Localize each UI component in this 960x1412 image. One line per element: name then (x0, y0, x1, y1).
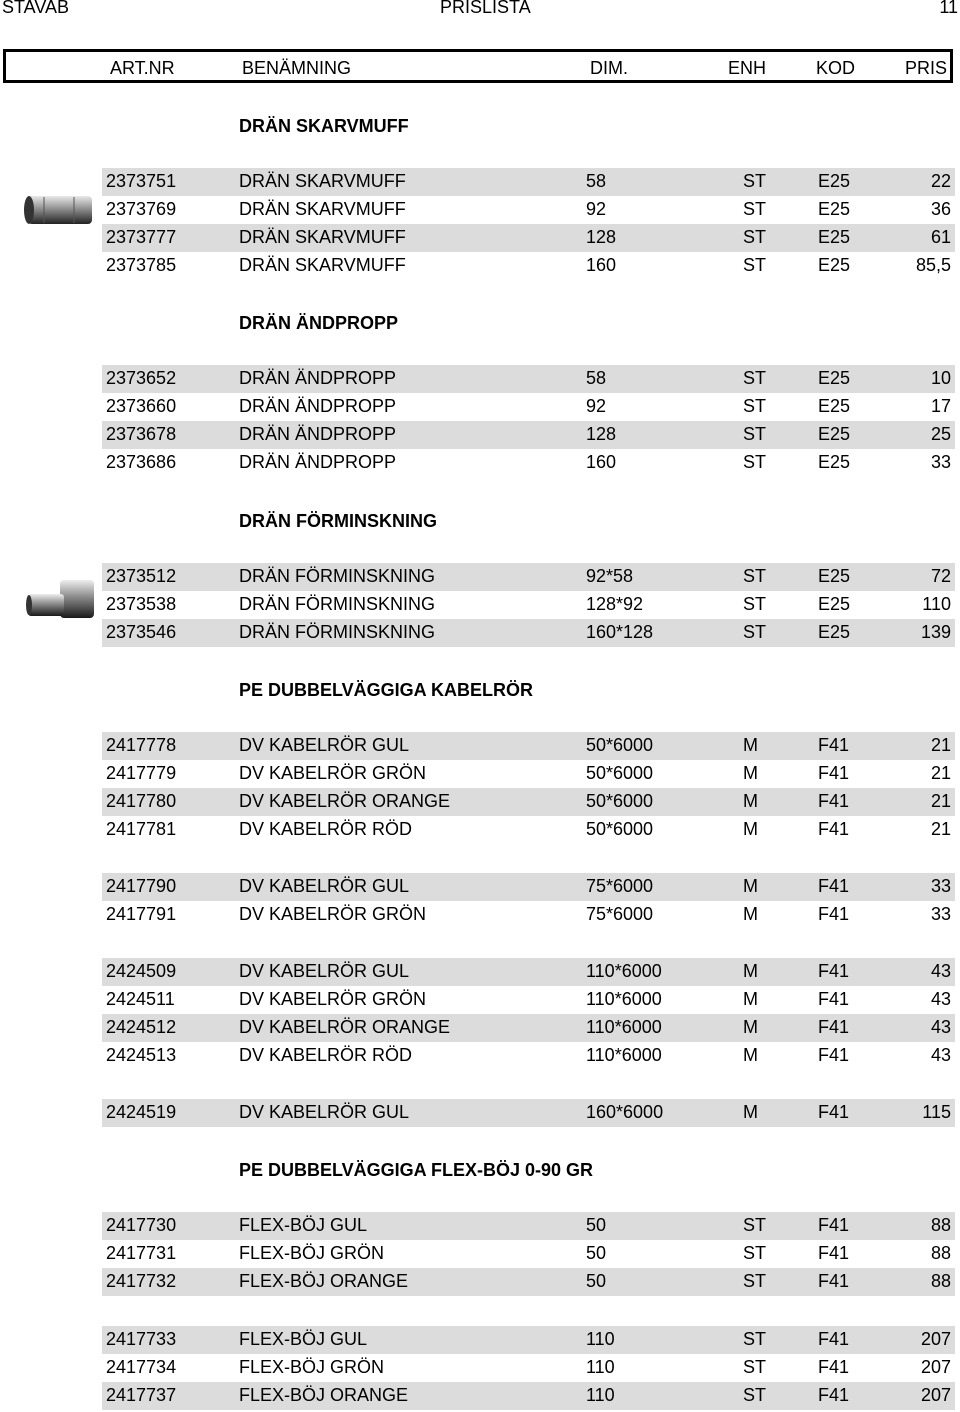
table-row (102, 563, 955, 591)
cell-enh: ST (743, 594, 767, 614)
cell-dim: 128 (586, 227, 617, 247)
cell-art: 2417790 (106, 876, 177, 896)
cell-kod: F41 (818, 819, 850, 839)
cell-name: DV KABELRÖR GRÖN (239, 763, 427, 783)
table-row (102, 1382, 955, 1410)
cell-pris: 33 (930, 876, 951, 896)
table-row (102, 1099, 955, 1127)
column-header-bar (3, 49, 953, 83)
cell-art: 2417737 (106, 1385, 177, 1405)
cell-art: 2373678 (106, 424, 177, 444)
cell-name: DRÄN ÄNDPROPP (239, 452, 397, 472)
table-row (102, 958, 955, 986)
cell-kod: F41 (818, 1243, 850, 1263)
cell-art: 2373652 (106, 368, 177, 388)
cell-dim: 110 (586, 1357, 615, 1377)
cell-enh: ST (743, 424, 767, 444)
cell-dim: 160 (586, 452, 617, 472)
cell-enh: M (743, 876, 758, 896)
cell-enh: ST (743, 566, 767, 586)
cell-art: 2417733 (106, 1329, 177, 1349)
cell-enh: ST (743, 368, 767, 388)
cell-name: DV KABELRÖR RÖD (239, 1045, 413, 1065)
cell-pris: 21 (930, 791, 951, 811)
cell-kod: F41 (818, 791, 850, 811)
table-row (102, 1268, 955, 1296)
cell-enh: ST (743, 171, 767, 191)
cell-kod: E25 (818, 396, 851, 416)
table-row (102, 1240, 955, 1268)
cell-pris: 22 (930, 171, 951, 191)
table-row (102, 1014, 955, 1042)
cell-art: 2373512 (106, 566, 177, 586)
section-title-skarvmuff: DRÄN SKARVMUFF (239, 116, 409, 136)
cell-name: DV KABELRÖR GUL (239, 1102, 410, 1122)
cell-kod: E25 (818, 171, 851, 191)
cell-pris: 61 (930, 227, 951, 247)
cell-enh: M (743, 989, 758, 1009)
table-row (102, 591, 955, 619)
cell-dim: 92 (586, 396, 607, 416)
cell-art: 2424513 (106, 1045, 177, 1065)
cell-kod: E25 (818, 622, 851, 642)
cell-name: FLEX-BÖJ GRÖN (239, 1243, 385, 1263)
cell-pris: 33 (930, 904, 951, 924)
cell-name: FLEX-BÖJ ORANGE (239, 1385, 409, 1405)
cell-enh: M (743, 735, 758, 755)
cell-kod: F41 (818, 735, 850, 755)
cell-art: 2424511 (106, 989, 175, 1009)
table-row (102, 196, 955, 224)
table-row (102, 224, 955, 252)
section-title-forminskning: DRÄN FÖRMINSKNING (239, 511, 437, 531)
cell-pris: 43 (930, 961, 951, 981)
cell-dim: 110 (586, 1385, 615, 1405)
cell-name: DRÄN FÖRMINSKNING (239, 622, 436, 642)
cell-art: 2417781 (106, 819, 177, 839)
cell-art: 2373751 (106, 171, 177, 191)
cell-art: 2417778 (106, 735, 177, 755)
cell-art: 2417734 (106, 1357, 177, 1377)
cell-dim: 128 (586, 424, 617, 444)
cell-enh: ST (743, 1329, 767, 1349)
cell-kod: F41 (818, 1271, 850, 1291)
cell-name: DV KABELRÖR GUL (239, 961, 410, 981)
cell-name: DV KABELRÖR RÖD (239, 819, 413, 839)
cell-name: DV KABELRÖR GRÖN (239, 989, 427, 1009)
cell-dim: 110*6000 (586, 1045, 662, 1065)
cell-name: DV KABELRÖR GUL (239, 735, 410, 755)
cell-name: DRÄN SKARVMUFF (239, 255, 406, 275)
cell-enh: M (743, 904, 758, 924)
cell-dim: 160*6000 (586, 1102, 664, 1122)
col-enh-header: ENH (728, 58, 767, 78)
cell-pris: 88 (930, 1271, 951, 1291)
cell-enh: ST (743, 1271, 767, 1291)
cell-dim: 110*6000 (586, 1017, 662, 1037)
cell-name: DRÄN ÄNDPROPP (239, 424, 397, 444)
page-number: 11 (939, 0, 958, 17)
cell-pris: 21 (930, 735, 951, 755)
cell-enh: M (743, 819, 758, 839)
table-row (102, 619, 955, 647)
cell-name: DRÄN FÖRMINSKNING (239, 566, 436, 586)
cell-name: FLEX-BÖJ GUL (239, 1329, 368, 1349)
cell-kod: F41 (818, 961, 850, 981)
cell-dim: 50*6000 (586, 763, 654, 783)
cell-name: DRÄN ÄNDPROPP (239, 368, 397, 388)
section-title-flexboj: PE DUBBELVÄGGIGA FLEX-BÖJ 0-90 GR (239, 1160, 594, 1180)
cell-pris: 33 (930, 452, 951, 472)
cell-name: DRÄN SKARVMUFF (239, 171, 406, 191)
page-header (0, 0, 960, 22)
table-row (102, 873, 955, 901)
table-row (102, 901, 955, 929)
cell-art: 2424512 (106, 1017, 177, 1037)
cell-kod: F41 (818, 876, 850, 896)
table-row (102, 732, 955, 760)
cell-kod: F41 (818, 1215, 850, 1235)
cell-enh: ST (743, 255, 767, 275)
cell-pris: 10 (930, 368, 951, 388)
cell-name: FLEX-BÖJ GUL (239, 1215, 368, 1235)
cell-kod: F41 (818, 1045, 850, 1065)
cell-name: DRÄN SKARVMUFF (239, 227, 406, 247)
cell-kod: F41 (818, 763, 850, 783)
cell-dim: 50*6000 (586, 735, 654, 755)
cell-kod: E25 (818, 452, 851, 472)
cell-art: 2373546 (106, 622, 177, 642)
cell-enh: ST (743, 199, 767, 219)
table-row (102, 1042, 955, 1070)
col-name-header: BENÄMNING (242, 58, 352, 78)
table-row (102, 449, 955, 477)
cell-pris: 43 (930, 1017, 951, 1037)
table-row (102, 252, 955, 280)
cell-art: 2417780 (106, 791, 177, 811)
cell-kod: E25 (818, 566, 851, 586)
cell-pris: 43 (930, 989, 951, 1009)
cell-dim: 92*58 (586, 566, 634, 586)
cell-kod: E25 (818, 594, 851, 614)
cell-kod: F41 (818, 1357, 850, 1377)
cell-dim: 50 (586, 1243, 607, 1263)
cell-dim: 128*92 (586, 594, 644, 614)
cell-kod: F41 (818, 1017, 850, 1037)
cell-art: 2373660 (106, 396, 177, 416)
cell-enh: ST (743, 452, 767, 472)
cell-pris: 21 (930, 819, 951, 839)
col-pris-header: PRIS (904, 58, 947, 78)
company-name: STAVAB (2, 0, 70, 17)
cell-name: DV KABELRÖR ORANGE (239, 1017, 451, 1037)
cell-dim: 58 (586, 368, 607, 388)
cell-kod: E25 (818, 424, 851, 444)
cell-dim: 50*6000 (586, 819, 654, 839)
cell-name: DRÄN FÖRMINSKNING (239, 594, 436, 614)
cell-enh: M (743, 961, 758, 981)
cell-pris: 72 (930, 566, 951, 586)
cell-enh: ST (743, 1243, 767, 1263)
cell-pris: 139 (920, 622, 951, 642)
section-title-kabelror: PE DUBBELVÄGGIGA KABELRÖR (239, 680, 534, 700)
cell-name: FLEX-BÖJ GRÖN (239, 1357, 385, 1377)
cell-kod: E25 (818, 255, 851, 275)
cell-art: 2417731 (106, 1243, 177, 1263)
cell-art: 2373769 (106, 199, 177, 219)
cell-dim: 110*6000 (586, 961, 662, 981)
cell-art: 2417779 (106, 763, 177, 783)
table-row (102, 393, 955, 421)
cell-art: 2424519 (106, 1102, 177, 1122)
cell-name: DRÄN SKARVMUFF (239, 199, 406, 219)
cell-pris: 110 (922, 594, 951, 614)
cell-enh: ST (743, 227, 767, 247)
cell-dim: 50 (586, 1215, 607, 1235)
cell-kod: F41 (818, 1329, 850, 1349)
cell-enh: ST (743, 1357, 767, 1377)
section-title-andpropp: DRÄN ÄNDPROPP (239, 313, 399, 333)
cell-dim: 160 (586, 255, 617, 275)
cell-name: DV KABELRÖR ORANGE (239, 791, 451, 811)
cell-kod: F41 (818, 1102, 850, 1122)
cell-pris: 115 (922, 1102, 951, 1122)
cell-pris: 88 (930, 1215, 951, 1235)
cell-kod: F41 (818, 904, 850, 924)
col-art-header: ART.NR (110, 58, 175, 78)
cell-art: 2417791 (106, 904, 177, 924)
cell-enh: M (743, 1102, 758, 1122)
cell-pris: 21 (930, 763, 951, 783)
cell-enh: M (743, 763, 758, 783)
cell-art: 2373777 (106, 227, 177, 247)
cell-art: 2373686 (106, 452, 177, 472)
cell-name: DRÄN ÄNDPROPP (239, 396, 397, 416)
cell-enh: M (743, 1045, 758, 1065)
table-row (102, 1354, 955, 1382)
cell-enh: ST (743, 1215, 767, 1235)
cell-pris: 207 (920, 1385, 951, 1405)
table-row (102, 760, 955, 788)
cell-dim: 75*6000 (586, 876, 654, 896)
cell-art: 2417732 (106, 1271, 177, 1291)
cell-enh: ST (743, 622, 767, 642)
cell-pris: 85,5 (915, 255, 951, 275)
cell-name: DV KABELRÖR GRÖN (239, 904, 427, 924)
cell-pris: 36 (930, 199, 951, 219)
cell-pris: 25 (930, 424, 951, 444)
cell-pris: 207 (920, 1357, 951, 1377)
cell-kod: E25 (818, 227, 851, 247)
cell-art: 2417730 (106, 1215, 177, 1235)
table-row (102, 168, 955, 196)
forminskning-product-image (24, 576, 96, 624)
cell-art: 2373785 (106, 255, 177, 275)
page-title: PRISLISTA (440, 0, 531, 17)
cell-dim: 50 (586, 1271, 607, 1291)
table-row (102, 1212, 955, 1240)
cell-pris: 17 (930, 396, 951, 416)
cell-enh: M (743, 1017, 758, 1037)
col-kod-header: KOD (816, 58, 856, 78)
cell-kod: E25 (818, 368, 851, 388)
skarvmuff-product-image (22, 192, 94, 228)
cell-dim: 92 (586, 199, 607, 219)
cell-kod: F41 (818, 989, 850, 1009)
cell-kod: F41 (818, 1385, 850, 1405)
table-row (102, 365, 955, 393)
cell-enh: ST (743, 396, 767, 416)
cell-enh: M (743, 791, 758, 811)
cell-dim: 58 (586, 171, 607, 191)
cell-enh: ST (743, 1385, 767, 1405)
table-row (102, 788, 955, 816)
table-row (102, 1326, 955, 1354)
cell-pris: 207 (920, 1329, 951, 1349)
cell-dim: 160*128 (586, 622, 654, 642)
col-dim-header: DIM. (590, 58, 628, 78)
cell-dim: 110*6000 (586, 989, 662, 1009)
cell-art: 2424509 (106, 961, 177, 981)
cell-dim: 75*6000 (586, 904, 654, 924)
cell-pris: 43 (930, 1045, 951, 1065)
cell-art: 2373538 (106, 594, 177, 614)
cell-kod: E25 (818, 199, 851, 219)
cell-dim: 50*6000 (586, 791, 654, 811)
cell-name: FLEX-BÖJ ORANGE (239, 1271, 409, 1291)
cell-dim: 110 (586, 1329, 615, 1349)
cell-name: DV KABELRÖR GUL (239, 876, 410, 896)
cell-pris: 88 (930, 1243, 951, 1263)
table-row (102, 421, 955, 449)
table-row (102, 986, 955, 1014)
table-row (102, 816, 955, 844)
